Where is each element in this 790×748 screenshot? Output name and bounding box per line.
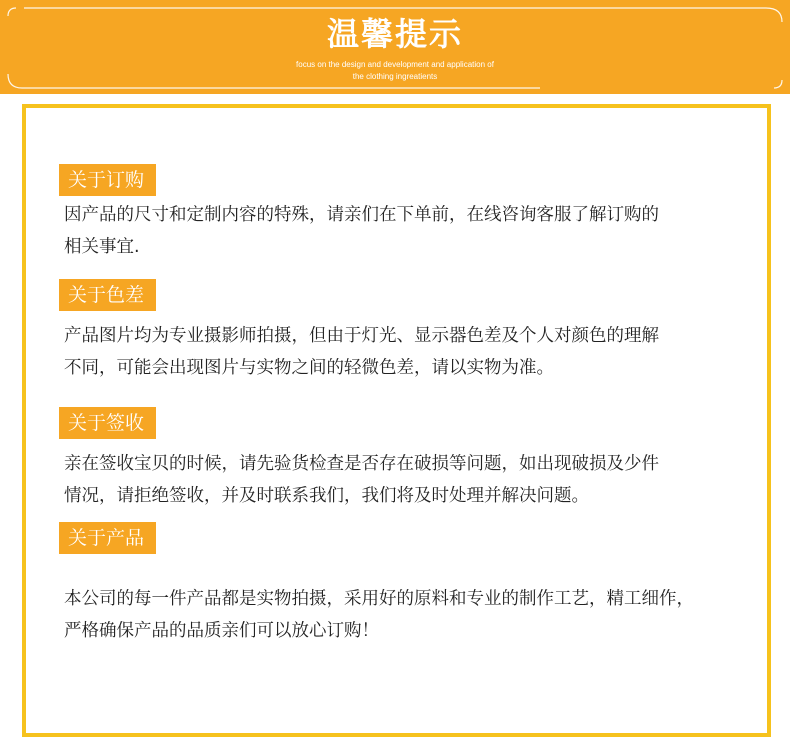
- section-text-color-difference: [64, 320, 754, 384]
- banner-subtitle-line2: the clothing ingreatients: [352, 72, 438, 81]
- section-text-line: 因产品的尺寸和定制内容的特殊，请亲们在下单前，在线咨询客服了解订购的: [64, 205, 659, 225]
- section-text-ordering: [64, 199, 754, 263]
- section-text-line: 本公司的每一件产品都是实物拍摄，采用好的原料和专业的制作工艺，精工细作，: [64, 589, 694, 609]
- section-text-line: 产品图片均为专业摄影师拍摄，但由于灯光、显示器色差及个人对颜色的理解: [64, 326, 659, 346]
- section-title-product: 关于产品: [59, 522, 156, 554]
- section-text-line: 情况，请拒绝签收，并及时联系我们，我们将及时处理并解决问题。: [64, 486, 589, 506]
- section-text-line: 亲在签收宝贝的时候，请先验货检查是否存在破损等问题，如出现破损及少件: [64, 454, 659, 474]
- section-title-receipt: 关于签收: [59, 407, 156, 439]
- banner-subtitle: [0, 59, 790, 83]
- section-text-line: 相关事宜.: [64, 237, 140, 257]
- banner-title: 温馨提示: [326, 15, 463, 53]
- section-text-receipt: [64, 448, 754, 512]
- section-title-color-difference: 关于色差: [59, 279, 156, 311]
- section-text-line: 严格确保产品的品质亲们可以放心订购！: [64, 621, 379, 641]
- banner-subtitle-line1: focus on the design and development and application of: [296, 60, 494, 69]
- section-text-line: 不同，可能会出现图片与实物之间的轻微色差，请以实物为准。: [64, 358, 554, 378]
- section-title-ordering: 关于订购: [59, 164, 156, 196]
- section-text-product: [64, 583, 754, 647]
- header-banner: [0, 0, 790, 94]
